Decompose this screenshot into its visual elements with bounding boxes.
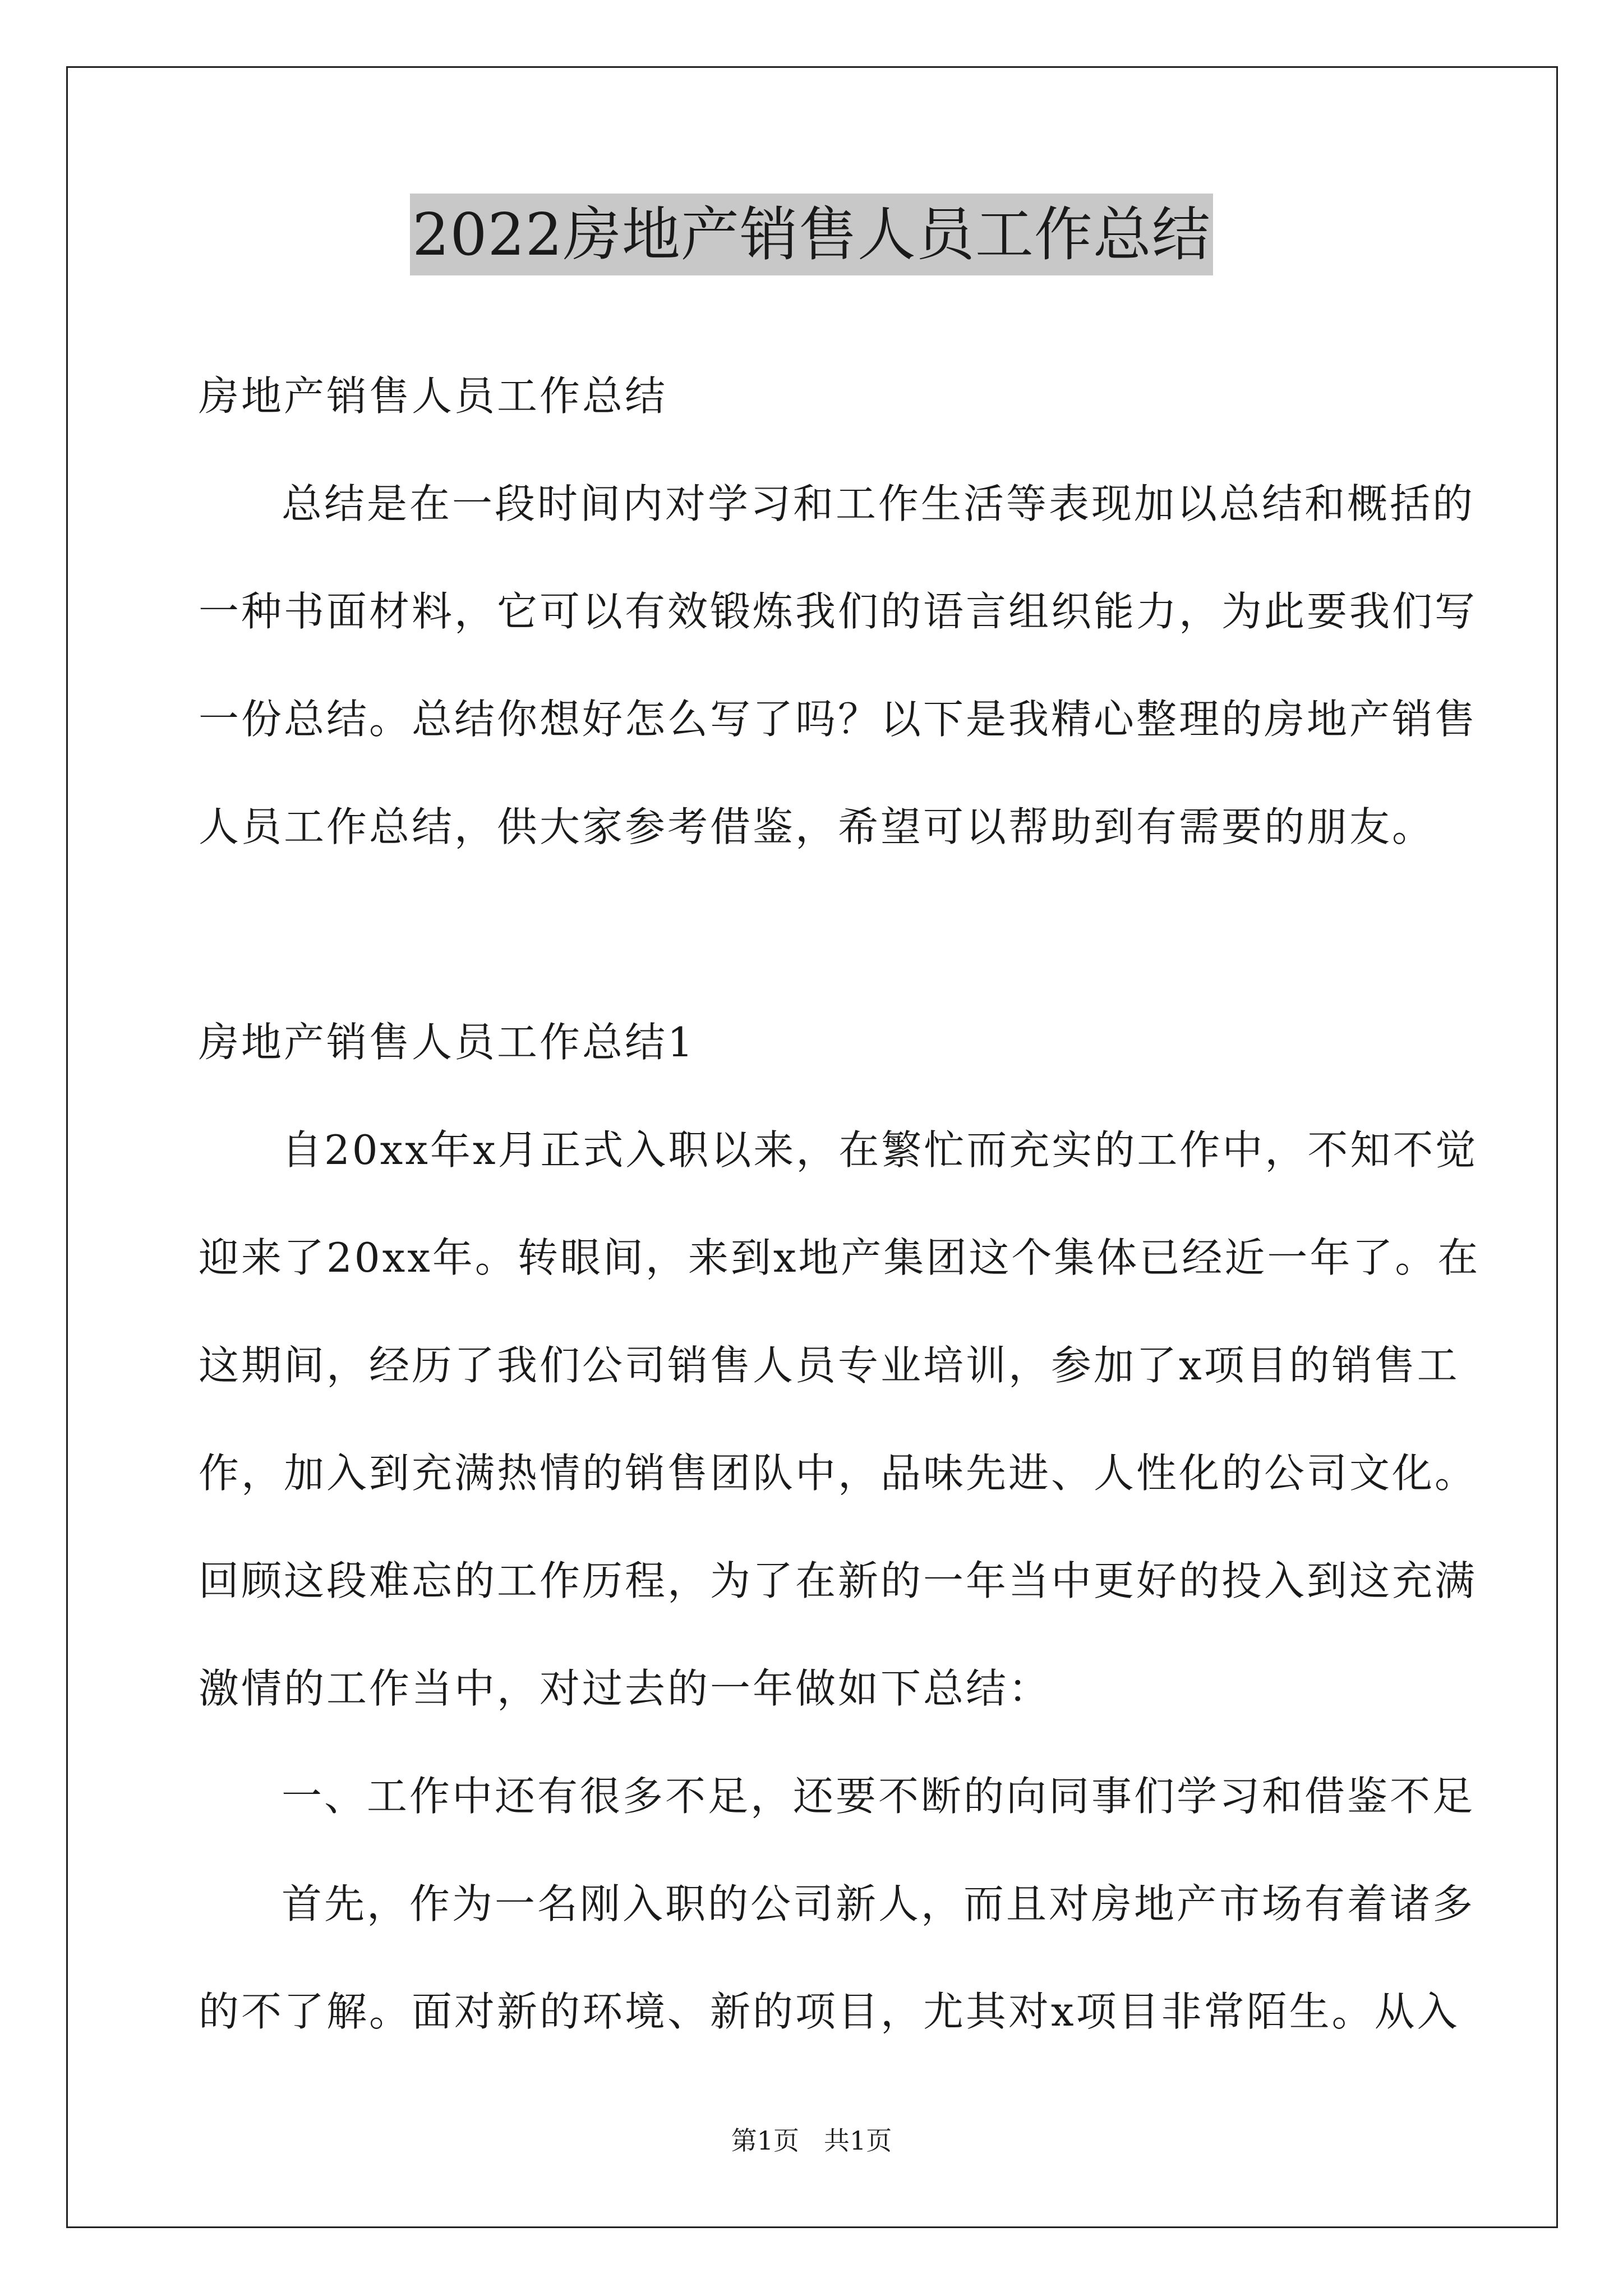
paragraph-line: 迎来了20xx年。转眼间，来到x地产集团这个集体已经近一年了。在 [199,1234,1481,1281]
paragraph-line: 自20xx年x月正式入职以来，在繁忙而充实的工作中，不知不觉 [282,1126,1478,1174]
paragraph-line: 的不了解。面对新的环境、新的项目，尤其对x项目非常陌生。从入 [199,1988,1460,2035]
section-heading: 房地产销售人员工作总结 [199,372,668,420]
page-footer [0,2124,1623,2157]
paragraph-line: 激情的工作当中，对过去的一年做如下总结： [199,1665,1052,1712]
page-number: 第1页 [731,2125,799,2156]
paragraph-spacer [199,881,1430,988]
paragraph-line: 回顾这段难忘的工作历程，为了在新的一年当中更好的投入到这充满 [199,1557,1478,1604]
paragraph-line: 总结是在一段时间内对学习和工作生活等表现加以总结和概括的 [282,480,1476,527]
paragraph-line: 首先，作为一名刚入职的公司新人，而且对房地产市场有着诸多 [282,1880,1476,1927]
document-title: 2022房地产销售人员工作总结 [410,194,1213,275]
page-count: 共1页 [824,2125,892,2156]
paragraph-line: 一份总结。总结你想好怎么写了吗？以下是我精心整理的房地产销售 [199,696,1478,743]
paragraph-line: 一种书面材料，它可以有效锻炼我们的语言组织能力，为此要我们写 [199,588,1478,635]
title-container [0,194,1623,275]
section-heading: 房地产销售人员工作总结1 [199,1019,695,1066]
paragraph-line: 一、工作中还有很多不足，还要不断的向同事们学习和借鉴不足 [282,1773,1476,1820]
paragraph-line: 人员工作总结，供大家参考借鉴，希望可以帮助到有需要的朋友。 [199,803,1435,850]
document-body [199,342,1481,2065]
paragraph-line: 这期间，经历了我们公司销售人员专业培训，参加了x项目的销售工 [199,1342,1460,1389]
paragraph-line: 作，加入到充满热情的销售团队中，品味先进、人性化的公司文化。 [199,1450,1478,1497]
